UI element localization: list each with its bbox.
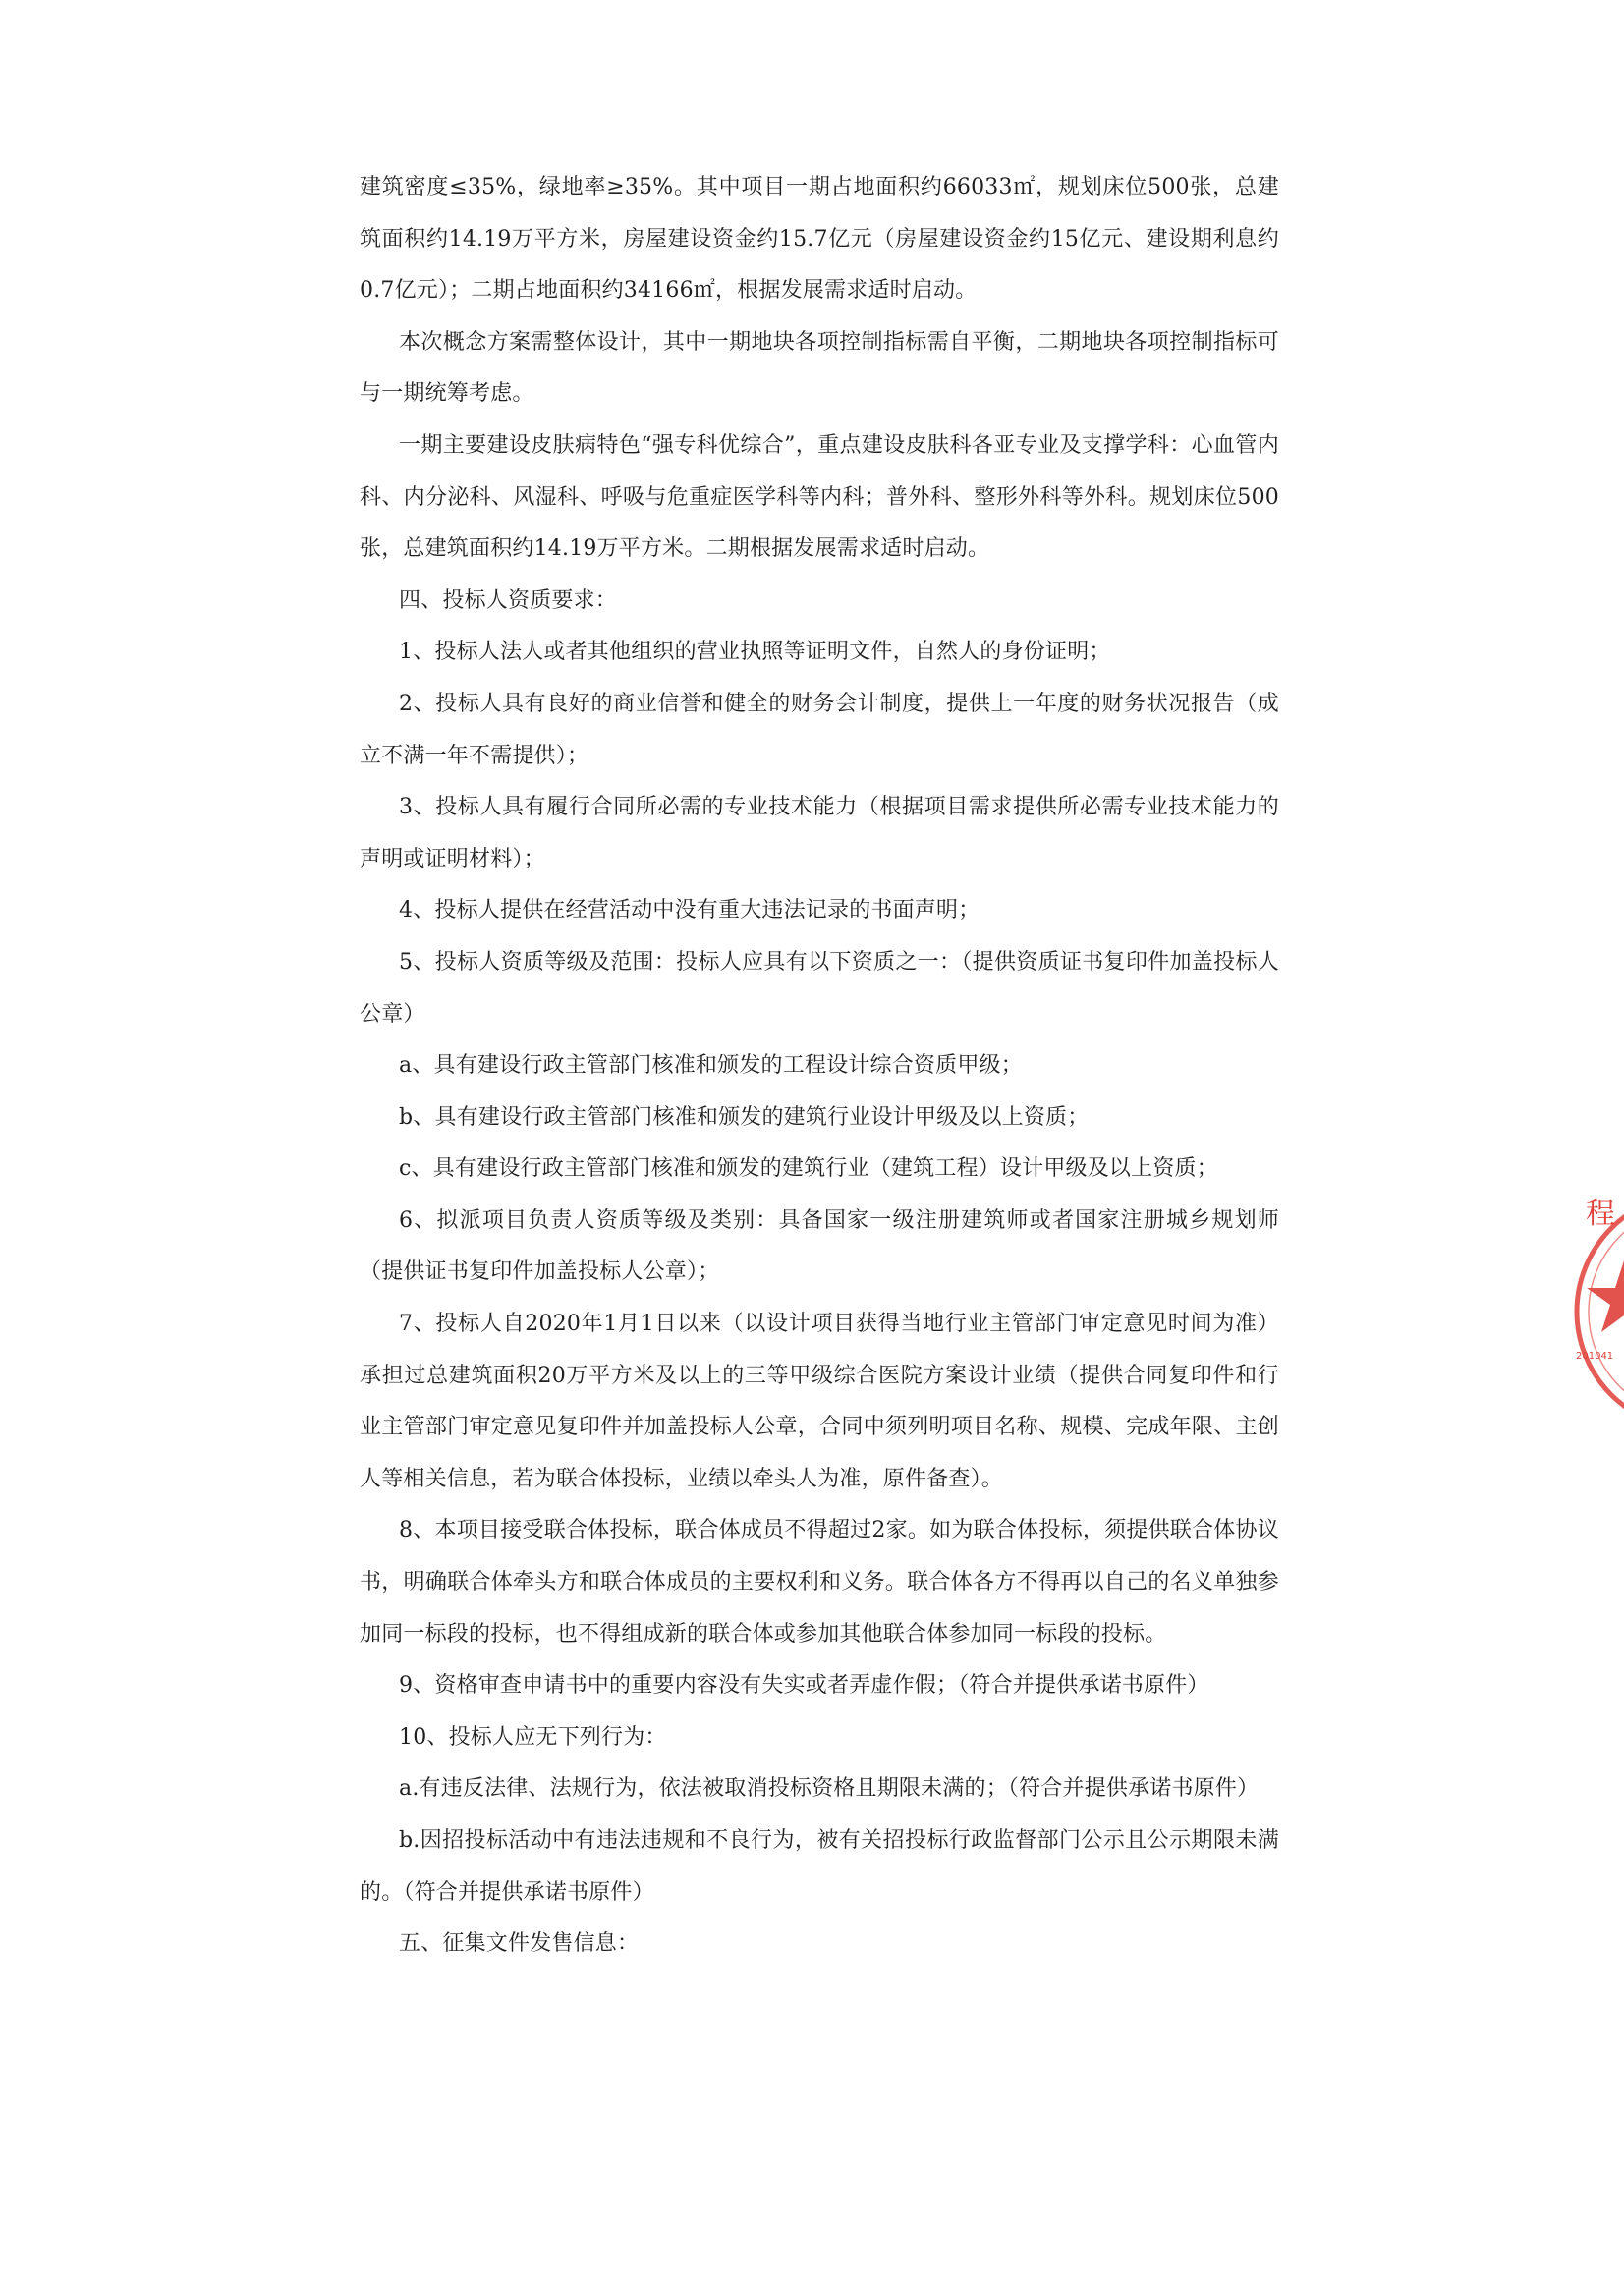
requirement-item-10b: b.因招投标活动中有违法违规和不良行为，被有关招投标行政监督部门公示且公示期限未满的。（符合并提供承诺书原件）	[360, 1828, 1279, 1905]
requirement-item-4: 4、投标人提供在经营活动中没有重大违法记录的书面声明；	[399, 898, 980, 924]
requirement-item-8: 8、本项目接受联合体投标，联合体成员不得超过2家。如为联合体投标，须提供联合体协议书，明确联合体牵头方和联合体成员的主要权利和义务。联合体各方不得再以自己的名义单独参加同一标段的投标，也不得组成新的联合体或参加其他联合体参加同一标段的投标。	[360, 1518, 1279, 1647]
requirement-item-10: 10、投标人应无下列行为：	[399, 1724, 667, 1750]
seal-stamp-graphic	[1572, 1184, 1624, 1439]
company-seal	[1572, 1184, 1624, 1439]
requirement-item-5c: c、具有建设行政主管部门核准和颁发的建筑行业（建筑工程）设计甲级及以上资质；	[399, 1156, 1218, 1182]
requirement-item-10a: a.有违反法律、法规行为，依法被取消投标资格且期限未满的；（符合并提供承诺书原件）	[399, 1776, 1260, 1802]
seal-digits: 201041	[1576, 1351, 1614, 1362]
section-heading-qualification: 四、投标人资质要求：	[399, 588, 618, 613]
section-heading-sale-info: 五、征集文件发售信息：	[399, 1931, 640, 1957]
paragraph-building-density: 建筑密度≤35%，绿地率≥35%。其中项目一期占地面积约66033㎡，规划床位500张，总建筑面积约14.19万平方米，房屋建设资金约15.7亿元（房屋建设资金约15亿元、建设期利息约0.7亿元）；二期占地面积约34166㎡，根据发展需求适时启动。	[360, 175, 1279, 304]
requirement-item-9: 9、资格审查申请书中的重要内容没有失实或者弄虚作假；（符合并提供承诺书原件）	[399, 1673, 1209, 1699]
requirement-item-3: 3、投标人具有履行合同所必需的专业技术能力（根据项目需求提供所必需专业技术能力的声明或证明材料）；	[360, 795, 1279, 871]
requirement-item-1: 1、投标人法人或者其他组织的营业执照等证明文件，自然人的身份证明；	[399, 640, 1111, 665]
document-body	[360, 162, 1279, 1971]
seal-character: 程	[1586, 1197, 1615, 1231]
requirement-item-5a: a、具有建设行政主管部门核准和颁发的工程设计综合资质甲级；	[399, 1053, 1023, 1079]
requirement-item-7: 7、投标人自2020年1月1日以来（以设计项目获得当地行业主管部门审定意见时间为准）承担过总建筑面积20万平方米及以上的三等甲级综合医院方案设计业绩（提供合同复印件和行业主管部门审定意见复印件并加盖投标人公章，合同中须列明项目名称、规模、完成年限、主创人等相关信息，若为联合体投标，业绩以牵头人为准，原件备查）。	[360, 1312, 1279, 1491]
requirement-item-2: 2、投标人具有良好的商业信誉和健全的财务会计制度，提供上一年度的财务状况报告（成立不满一年不需提供）；	[360, 691, 1279, 768]
requirement-item-6: 6、拟派项目负责人资质等级及类别：具备国家一级注册建筑师或者国家注册城乡规划师（提供证书复印件加盖投标人公章）；	[360, 1207, 1279, 1285]
requirement-item-5: 5、投标人资质等级及范围：投标人应具有以下资质之一：（提供资质证书复印件加盖投标人公章）	[360, 949, 1279, 1027]
paragraph-phase-one-construction: 一期主要建设皮肤病特色“强专科优综合”，重点建设皮肤科各亚专业及支撑学科：心血管内科、内分泌科、风湿科、呼吸与危重症医学科等内科；普外科、整形外科等外科。规划床位500张，总建筑面积约14.19万平方米。二期根据发展需求适时启动。	[360, 432, 1279, 562]
paragraph-overall-design: 本次概念方案需整体设计，其中一期地块各项控制指标需自平衡，二期地块各项控制指标可与一期统筹考虑。	[360, 329, 1279, 407]
requirement-item-5b: b、具有建设行政主管部门核准和颁发的建筑行业设计甲级及以上资质；	[399, 1104, 1090, 1130]
